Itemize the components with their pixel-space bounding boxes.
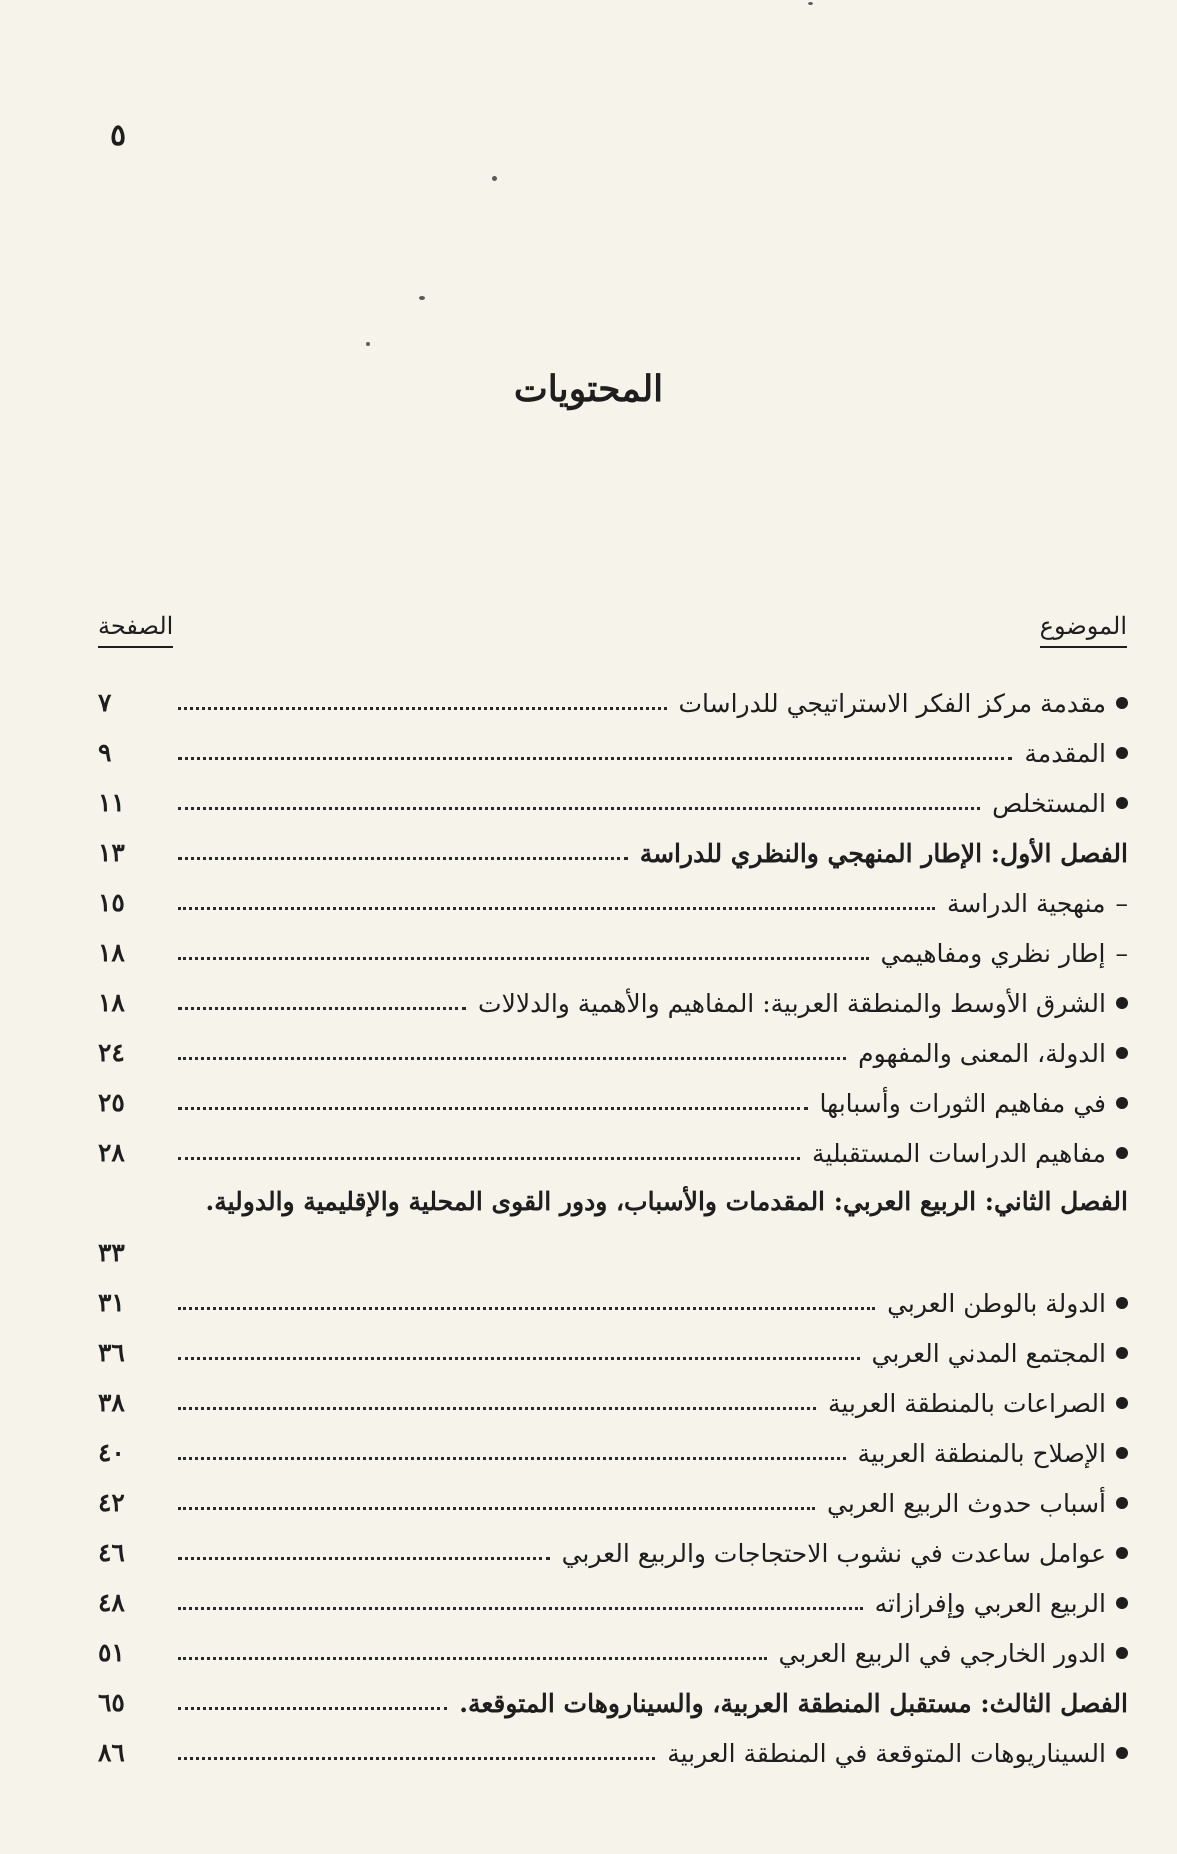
toc-row <box>98 828 1128 878</box>
bullet-icon <box>1116 1047 1128 1059</box>
dot-leader <box>178 1307 875 1310</box>
toc-row <box>98 778 1128 828</box>
toc-row <box>98 1028 1128 1078</box>
toc-page-number: ٤٢ <box>98 1488 125 1517</box>
toc-entry-label: مفاهيم الدراسات المستقبلية <box>812 1138 1106 1168</box>
dot-leader <box>178 1407 816 1410</box>
dot-leader <box>178 1357 860 1360</box>
toc-page-number: ٣٣ <box>98 1238 125 1267</box>
dash-icon: – <box>1115 938 1128 968</box>
toc-row <box>98 1728 1128 1778</box>
toc-page-number: ١٨ <box>98 988 125 1017</box>
toc-entry-label: منهجية الدراسة <box>946 888 1106 918</box>
page-column-header: الصفحة <box>98 612 173 648</box>
bullet-icon <box>1116 1147 1128 1159</box>
toc-page-number: ٤٨ <box>98 1588 125 1617</box>
toc-row <box>98 1178 1128 1278</box>
paper-speck <box>366 342 370 346</box>
bullet-icon <box>1116 1347 1128 1359</box>
toc-row <box>98 1128 1128 1178</box>
toc-page-number: ١١ <box>98 788 125 817</box>
toc-page-number: ٢٨ <box>98 1138 125 1167</box>
toc-entry-label: الدور الخارجي في الربيع العربي <box>778 1638 1106 1668</box>
toc-page-number: ٣٨ <box>98 1388 125 1417</box>
toc-row <box>98 1478 1128 1528</box>
toc-entry-label: في مفاهيم الثورات وأسبابها <box>819 1088 1106 1118</box>
toc-row <box>98 1278 1128 1328</box>
paper-speck <box>808 2 813 5</box>
toc-entry <box>178 928 1128 978</box>
bullet-icon <box>1116 797 1128 809</box>
toc-entry-label: المقدمة <box>1024 738 1106 768</box>
toc-entry-label: الصراعات بالمنطقة العربية <box>827 1388 1106 1418</box>
paper-speck <box>419 296 425 300</box>
bullet-icon <box>1116 1597 1128 1609</box>
page-number: ٥ <box>110 118 127 153</box>
bullet-icon <box>1116 1097 1128 1109</box>
toc-entry-label: الفصل الثالث: مستقبل المنطقة العربية، والسيناروهات المتوقعة. <box>459 1688 1128 1718</box>
toc-page-number: ٨٦ <box>98 1738 125 1767</box>
toc-entry-label: الفصل الأول: الإطار المنهجي والنظري للدراسة <box>639 838 1128 868</box>
toc-page-number: ٧ <box>98 688 112 717</box>
dot-leader <box>178 757 1012 760</box>
toc-entry <box>178 1128 1128 1178</box>
dot-leader <box>178 1157 800 1160</box>
toc-entry <box>178 1678 1128 1728</box>
toc-entry-label: الشرق الأوسط والمنطقة العربية: المفاهيم والأهمية والدلالات <box>478 988 1106 1018</box>
toc-entry-label: إطار نظري ومفاهيمي <box>880 938 1106 968</box>
dot-leader <box>178 907 935 910</box>
table-of-contents <box>98 678 1128 1778</box>
toc-entry <box>178 1178 1128 1278</box>
bullet-icon <box>1116 997 1128 1009</box>
toc-entry-label: الدولة بالوطن العربي <box>887 1288 1106 1318</box>
toc-entry-label: الدولة، المعنى والمفهوم <box>858 1038 1106 1068</box>
toc-row <box>98 1528 1128 1578</box>
dot-leader <box>178 1107 808 1110</box>
bullet-icon <box>1116 1447 1128 1459</box>
toc-entry-label: الربيع العربي وإفرازاته <box>874 1588 1106 1618</box>
toc-entry-label: الإصلاح بالمنطقة العربية <box>857 1438 1106 1468</box>
toc-page-number: ٤٦ <box>98 1538 125 1567</box>
bullet-icon <box>1116 1547 1128 1559</box>
toc-entry-label: أسباب حدوث الربيع العربي <box>827 1488 1106 1518</box>
toc-page-number: ١٥ <box>98 888 125 917</box>
toc-row <box>98 1078 1128 1128</box>
toc-row <box>98 728 1128 778</box>
bullet-icon <box>1116 1297 1128 1309</box>
dot-leader <box>178 1507 815 1510</box>
toc-entry <box>178 1278 1128 1328</box>
toc-entry-label: مقدمة مركز الفكر الاستراتيجي للدراسات <box>678 688 1106 718</box>
toc-entry <box>178 878 1128 928</box>
paper-speck <box>492 176 497 181</box>
toc-entry-label: المجتمع المدني العربي <box>871 1338 1106 1368</box>
dot-leader <box>178 1607 863 1610</box>
dot-leader <box>178 1757 655 1760</box>
toc-row <box>98 1378 1128 1428</box>
toc-page-number: ٦٥ <box>98 1688 125 1717</box>
toc-row <box>98 678 1128 728</box>
toc-row <box>98 1578 1128 1628</box>
toc-entry <box>178 1628 1128 1678</box>
toc-page-number: ١٨ <box>98 938 125 967</box>
toc-row <box>98 928 1128 978</box>
toc-entry <box>178 1028 1128 1078</box>
toc-page-number: ٩ <box>98 738 112 767</box>
toc-row <box>98 1678 1128 1728</box>
bullet-icon <box>1116 747 1128 759</box>
toc-entry-label: السيناريوهات المتوقعة في المنطقة العربية <box>667 1738 1106 1768</box>
toc-page-number: ٣٦ <box>98 1338 125 1367</box>
toc-entry <box>178 1078 1128 1128</box>
dot-leader <box>178 1007 466 1010</box>
toc-row <box>98 1428 1128 1478</box>
toc-row <box>98 1328 1128 1378</box>
toc-entry <box>178 1328 1128 1378</box>
toc-row <box>98 1628 1128 1678</box>
toc-entry <box>178 828 1128 878</box>
toc-page-number: ٣١ <box>98 1288 125 1317</box>
toc-page-number: ٤٠ <box>98 1438 125 1467</box>
dot-leader <box>178 707 667 710</box>
dot-leader <box>178 1057 846 1060</box>
dot-leader <box>178 807 980 810</box>
toc-page-number: ٢٥ <box>98 1088 125 1117</box>
toc-entry <box>178 978 1128 1028</box>
dot-leader <box>178 1457 846 1460</box>
toc-row <box>98 878 1128 928</box>
bullet-icon <box>1116 1647 1128 1659</box>
toc-entry <box>178 728 1128 778</box>
toc-entry-label: الفصل الثاني: الربيع العربي: المقدمات والأسباب، ودور القوى المحلية والإقليمية والدولية. <box>205 1187 1128 1216</box>
bullet-icon <box>1116 1747 1128 1759</box>
toc-page-number: ٥١ <box>98 1638 125 1667</box>
toc-page-number: ٢٤ <box>98 1038 125 1067</box>
toc-entry-label: المستخلص <box>992 788 1106 818</box>
bullet-icon <box>1116 697 1128 709</box>
toc-row <box>98 978 1128 1028</box>
dot-leader <box>178 1707 447 1710</box>
dot-leader <box>178 1557 550 1560</box>
bullet-icon <box>1116 1397 1128 1409</box>
page-title: المحتويات <box>513 368 664 410</box>
dot-leader <box>178 857 628 860</box>
toc-entry <box>178 1528 1128 1578</box>
toc-entry <box>178 1428 1128 1478</box>
toc-entry-label: عوامل ساعدت في نشوب الاحتجاجات والربيع العربي <box>561 1538 1106 1568</box>
dot-leader <box>178 957 869 960</box>
toc-entry <box>178 1578 1128 1628</box>
dash-icon: – <box>1115 888 1128 918</box>
toc-entry <box>178 1378 1128 1428</box>
bullet-icon <box>1116 1497 1128 1509</box>
toc-entry <box>178 778 1128 828</box>
toc-page-number: ١٣ <box>98 838 125 867</box>
toc-entry <box>178 678 1128 728</box>
toc-entry <box>178 1478 1128 1528</box>
toc-entry <box>178 1728 1128 1778</box>
topic-column-header: الموضوع <box>1040 612 1127 648</box>
dot-leader <box>178 1657 767 1660</box>
